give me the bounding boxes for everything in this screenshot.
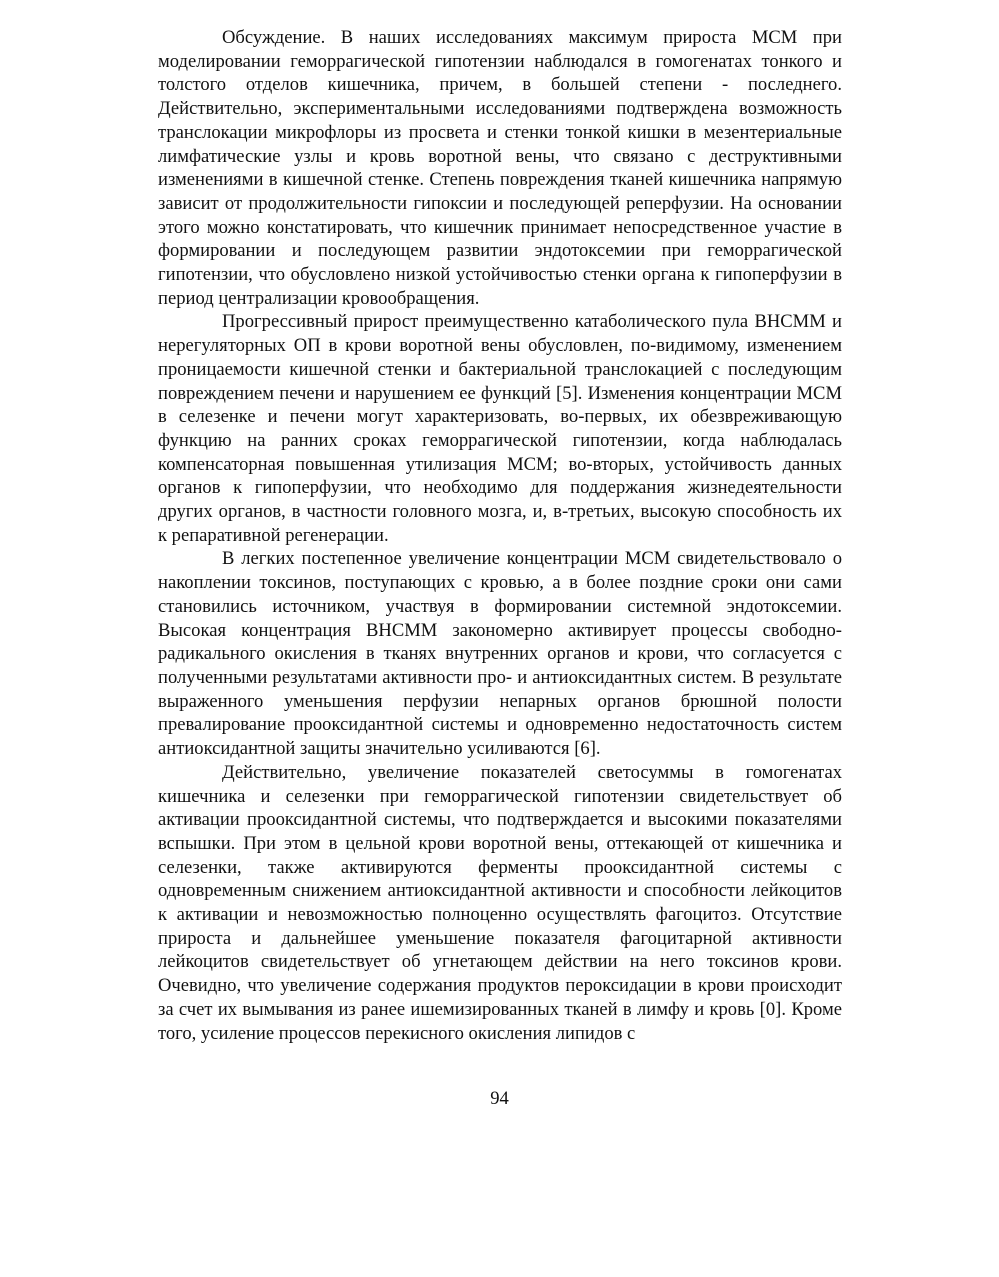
page-number: 94 [490, 1088, 509, 1109]
paragraph-discussion: Обсуждение. В наших исследованиях максимум прироста МСМ при моделировании геморрагической гипотензии наблюдался в гомогенатах тонкого и толстого отделов кишечника, причем, в большей степени - последнего. Действительно, экспериментальными исследованиями подтверждена возможность транслокации микрофлоры из просвета и стенки тонкой кишки в мезентериальные лимфатические узлы и кровь воротной вены, что связано с деструктивными изменениями в кишечной стенке. Степень повреждения тканей кишечника напрямую зависит от продолжительности гипоксии и последующей реперфузии. На основании этого можно констатировать, что кишечник принимает непосредственное участие в формировании и последующем развитии эндотоксемии при геморрагической гипотензии, что обусловлено низкой устойчивостью стенки органа к гипоперфузии в период централизации кровообращения. [158, 27, 842, 309]
paragraph-chemiluminescence: Действительно, увеличение показателей светосуммы в гомогенатах кишечника и селезенки при геморрагической гипотензии свидетельствует об активации прооксидантной системы, что подтверждается и высокими показателями вспышки. При этом в цельной крови воротной вены, оттекающей от кишечника и селезенки, также активируются ферменты прооксидантной системы с одновременным снижением антиоксидантной активности и способности лейкоцитов к активации и невозможностью полноценно осуществлять фагоцитоз. Отсутствие прироста и дальнейшее уменьшение показателя фагоцитарной активности лейкоцитов свидетельствует об угнетающем действии на него токсинов крови. Очевидно, что увеличение содержания продуктов пероксидации в крови происходит за счет их вымывания из ранее ишемизированных тканей в лимфу и кровь [0]. Кроме того, усиление процессов перекисного окисления липидов с [158, 761, 842, 1044]
document-body [158, 26, 842, 1045]
paragraph-lungs: В легких постепенное увеличение концентрации МСМ свидетельствовало о накоплении токсинов, поступающих с кровью, а в более поздние сроки они сами становились источником, участвуя в формировании системной эндотоксемии. Высокая концентрация ВНСММ закономерно активирует процессы свободно-радикального окисления в тканях внутренних органов и крови, что согласуется с полученными результатами активности про- и антиоксидантных систем. В результате выраженного уменьшения перфузии непарных органов брюшной полости превалирование прооксидантной системы и одновременно недостаточность систем антиоксидантной защиты значительно усиливаются [6]. [158, 548, 842, 760]
paragraph-portal-vein: Прогрессивный прирост преимущественно катаболического пула ВНСММ и нерегуляторных ОП в крови воротной вены обусловлен, по-видимому, изменением проницаемости кишечной стенки и бактериальной транслокацией с последующим повреждением печени и нарушением ее функций [5]. Изменения концентрации МСМ в селезенке и печени могут характеризовать, во-первых, их обезвреживающую функцию на ранних сроках геморрагической гипотензии, когда наблюдалась компенсаторная повышенная утилизация МСМ; во-вторых, устойчивость данных органов к гипоперфузии, что необходимо для поддержания жизнедеятельности других органов, в частности головного мозга, и, в-третьих, высокую способность их к репаративной регенерации. [158, 311, 842, 546]
